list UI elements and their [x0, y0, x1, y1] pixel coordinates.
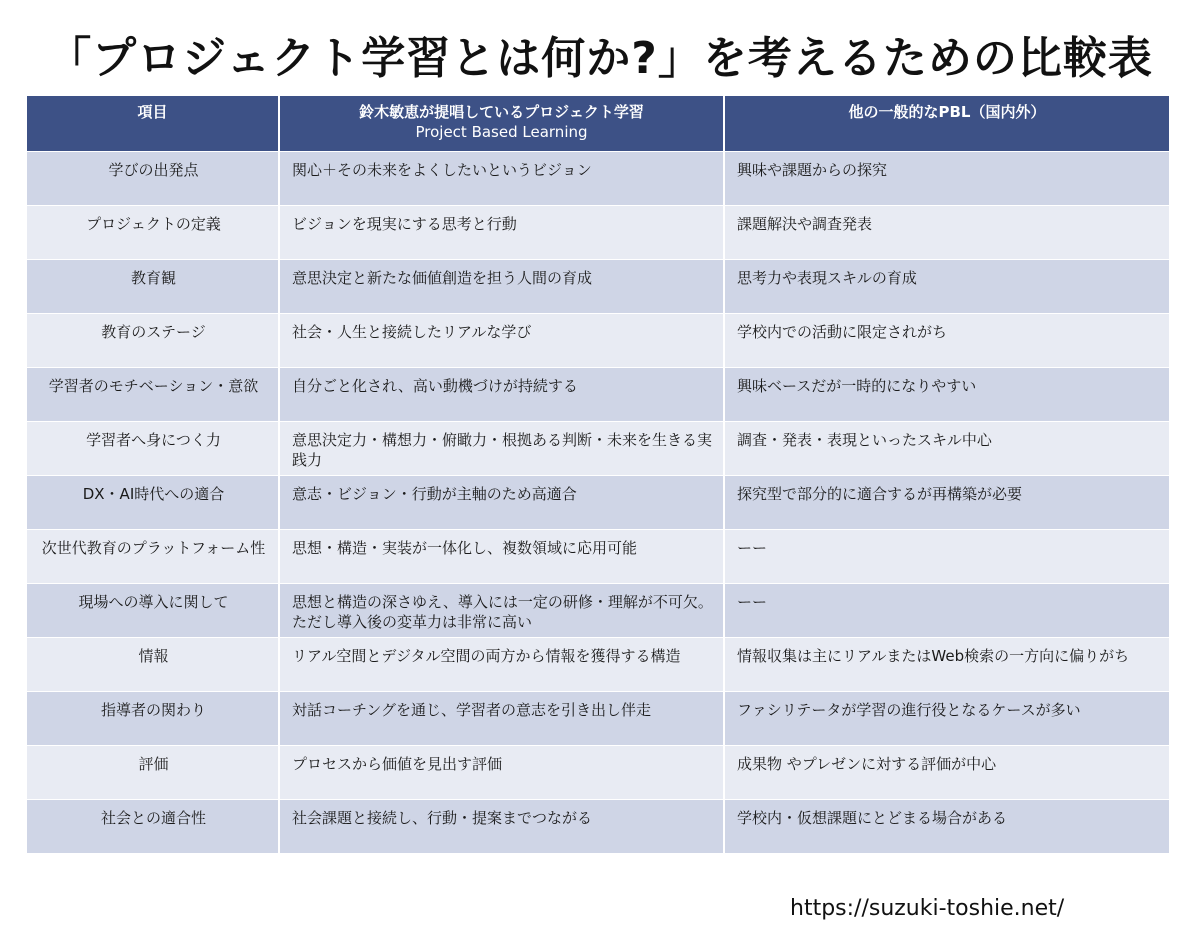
- table-row: [27, 205, 1169, 259]
- cell-item: DX・AI時代への適合: [27, 475, 280, 529]
- cell-suzuki: 思想・構造・実装が一体化し、複数領域に応用可能: [280, 529, 725, 583]
- cell-suzuki: ビジョンを現実にする思考と行動: [280, 205, 725, 259]
- cell-other: 調査・発表・表現といったスキル中心: [725, 421, 1169, 475]
- page-title: 「プロジェクト学習とは何か?」を考えるための比較表: [47, 33, 1153, 84]
- cell-other: 学校内・仮想課題にとどまる場合がある: [725, 799, 1169, 853]
- header-suzuki: [280, 96, 725, 151]
- cell-other: 情報収集は主にリアルまたはWeb検索の一方向に偏りがち: [725, 637, 1169, 691]
- table-row: [27, 367, 1169, 421]
- cell-suzuki: 意思決定力・構想力・俯瞰力・根拠ある判断・未来を生きる実践力: [280, 421, 725, 475]
- cell-item: 学習者へ身につく力: [27, 421, 280, 475]
- cell-item: 現場への導入に関して: [27, 583, 280, 637]
- cell-other: 探究型で部分的に適合するが再構築が必要: [725, 475, 1169, 529]
- table-row: [27, 259, 1169, 313]
- cell-other: 興味や課題からの探究: [725, 151, 1169, 205]
- cell-other: 課題解決や調査発表: [725, 205, 1169, 259]
- cell-item: 情報: [27, 637, 280, 691]
- cell-item: 教育のステージ: [27, 313, 280, 367]
- cell-item: 教育観: [27, 259, 280, 313]
- footer-url: https://suzuki-toshie.net/: [790, 896, 1065, 921]
- table-row: [27, 151, 1169, 205]
- cell-item: 指導者の関わり: [27, 691, 280, 745]
- cell-suzuki: 関心＋その未来をよくしたいというビジョン: [280, 151, 725, 205]
- cell-suzuki: 意志・ビジョン・行動が主軸のため高適合: [280, 475, 725, 529]
- header-other: [725, 96, 1169, 151]
- table-row: [27, 421, 1169, 475]
- cell-suzuki: 対話コーチングを通じ、学習者の意志を引き出し伴走: [280, 691, 725, 745]
- table-row: [27, 691, 1169, 745]
- comparison-table: [27, 96, 1169, 853]
- table-row: [27, 475, 1169, 529]
- header-item-label: 項目: [137, 103, 168, 121]
- cell-other: 思考力や表現スキルの育成: [725, 259, 1169, 313]
- table-row: [27, 745, 1169, 799]
- header-item: [27, 96, 280, 151]
- table-row: [27, 799, 1169, 853]
- cell-item: プロジェクトの定義: [27, 205, 280, 259]
- cell-other: ファシリテータが学習の進行役となるケースが多い: [725, 691, 1169, 745]
- cell-suzuki: リアル空間とデジタル空間の両方から情報を獲得する構造: [280, 637, 725, 691]
- cell-suzuki: 自分ごと化され、高い動機づけが持続する: [280, 367, 725, 421]
- cell-suzuki: 社会・人生と接続したリアルな学び: [280, 313, 725, 367]
- table-row: [27, 313, 1169, 367]
- table-row: [27, 637, 1169, 691]
- cell-item: 学習者のモチベーション・意欲: [27, 367, 280, 421]
- header-suzuki-sublabel: Project Based Learning: [415, 123, 588, 141]
- header-suzuki-label: 鈴木敏恵が提唱しているプロジェクト学習: [359, 103, 644, 121]
- table-row: [27, 583, 1169, 637]
- cell-item: 学びの出発点: [27, 151, 280, 205]
- cell-other: ーー: [725, 529, 1169, 583]
- cell-suzuki: 意思決定と新たな価値創造を担う人間の育成: [280, 259, 725, 313]
- cell-suzuki: 思想と構造の深さゆえ、導入には一定の研修・理解が不可欠。ただし導入後の変革力は非常に高い: [280, 583, 725, 637]
- header-other-label: 他の一般的なPBL（国内外）: [848, 103, 1046, 121]
- cell-other: 興味ベースだが一時的になりやすい: [725, 367, 1169, 421]
- cell-other: 学校内での活動に限定されがち: [725, 313, 1169, 367]
- cell-suzuki: プロセスから価値を見出す評価: [280, 745, 725, 799]
- cell-suzuki: 社会課題と接続し、行動・提案までつながる: [280, 799, 725, 853]
- cell-item: 次世代教育のプラットフォーム性: [27, 529, 280, 583]
- cell-other: ーー: [725, 583, 1169, 637]
- cell-item: 社会との適合性: [27, 799, 280, 853]
- table-header-row: [27, 96, 1169, 151]
- cell-other: 成果物 やプレゼンに対する評価が中心: [725, 745, 1169, 799]
- table-row: [27, 529, 1169, 583]
- cell-item: 評価: [27, 745, 280, 799]
